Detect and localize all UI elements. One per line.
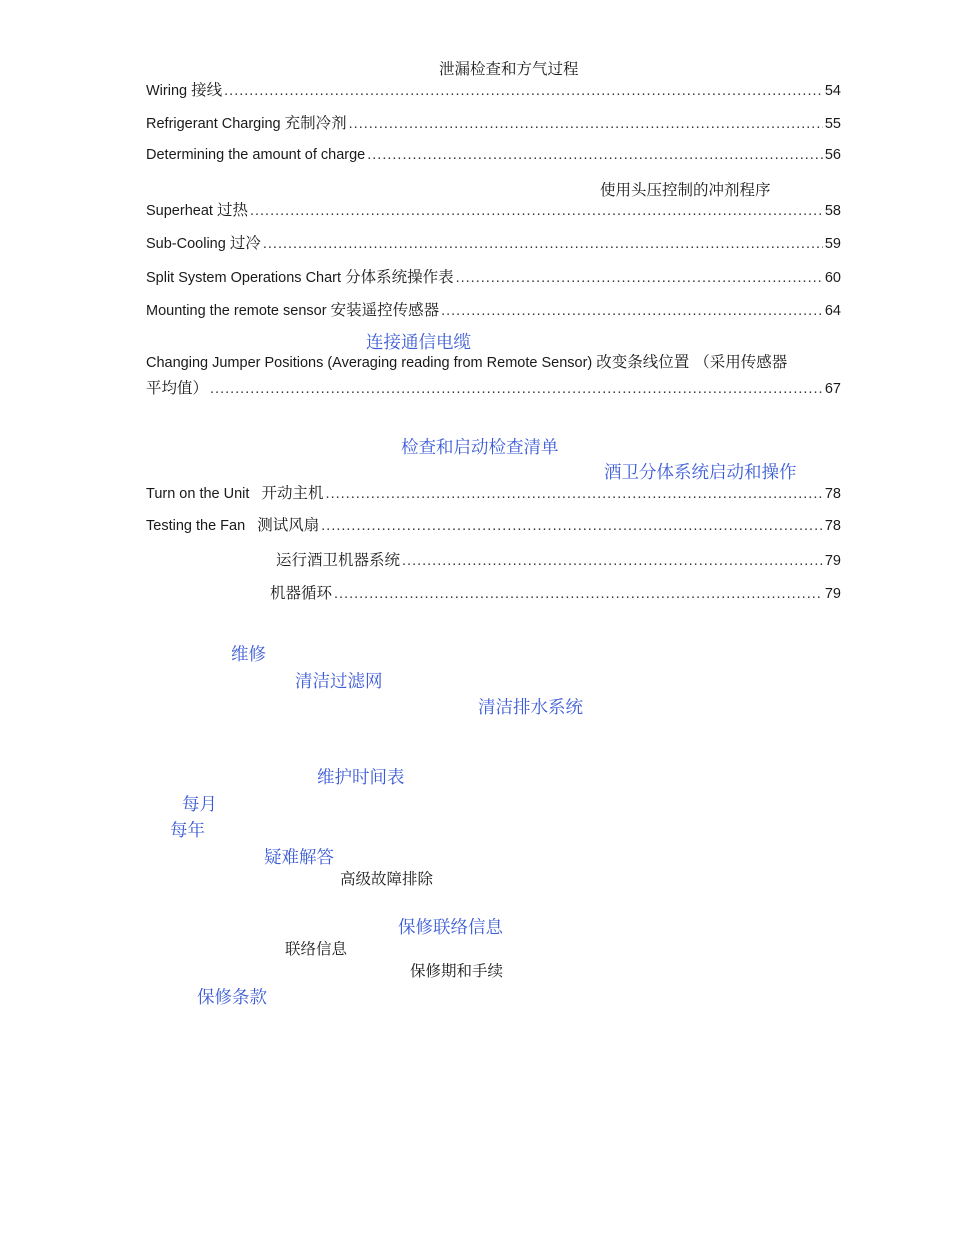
toc-entry-remote-sensor[interactable] [146, 300, 841, 320]
heading-clean-filter[interactable]: 清洁过滤网 [295, 672, 383, 692]
toc-label: Split System Operations Chart 分体系统操作表 [146, 268, 454, 286]
toc-page-number: 78 [824, 518, 841, 534]
toc-page-number: 54 [824, 83, 841, 99]
heading-yearly[interactable]: 每年 [170, 821, 205, 841]
toc-page-number: 59 [824, 236, 841, 252]
toc-entry-sub-cooling[interactable] [146, 233, 841, 253]
toc-label: Wiring 接线 [146, 81, 223, 99]
toc-leader [402, 551, 823, 571]
toc-label: Testing the Fan 测试风扇 [146, 516, 320, 534]
toc-entry-testing-fan[interactable] [146, 515, 841, 535]
toc-entry-refrigerant-charging[interactable] [146, 113, 841, 133]
toc-label: Sub-Cooling 过冷 [146, 234, 261, 252]
toc-leader [210, 379, 823, 399]
toc-leader [326, 484, 823, 504]
heading-startup-ops[interactable]: 酒卫分体系统启动和操作 [604, 463, 797, 483]
heading-maintenance[interactable]: 维修 [231, 645, 266, 665]
toc-leader [250, 201, 823, 221]
heading-troubleshooting[interactable]: 疑难解答 [264, 848, 334, 868]
heading-head-pressure: 使用头压控制的冲剂程序 [600, 181, 771, 199]
toc-page-number: 55 [824, 116, 841, 132]
toc-page-number: 58 [824, 203, 841, 219]
heading-warranty-terms[interactable]: 保修条款 [197, 988, 267, 1008]
heading-contact-info: 联络信息 [285, 940, 348, 958]
toc-label: 运行酒卫机器系统 [276, 551, 401, 569]
toc-page-number: 78 [824, 486, 841, 502]
toc-label: 机器循环 [270, 584, 333, 602]
toc-leader [349, 114, 823, 134]
toc-leader [224, 81, 823, 101]
toc-page-number: 60 [824, 270, 841, 286]
toc-entry-wiring[interactable] [146, 80, 841, 100]
toc-leader [321, 516, 823, 536]
toc-entry-determining-charge[interactable] [146, 145, 841, 165]
heading-comm-cable[interactable]: 连接通信电缆 [366, 333, 471, 353]
toc-leader [441, 301, 823, 321]
toc-label: Refrigerant Charging 充制冷剂 [146, 114, 347, 132]
toc-page-number: 67 [824, 381, 841, 397]
toc-leader [263, 234, 823, 254]
heading-checklist[interactable]: 检查和启动检查清单 [401, 438, 559, 458]
heading-monthly[interactable]: 每月 [182, 795, 217, 815]
toc-label: 平均值） [146, 379, 209, 397]
heading-leak-check: 泄漏检查和方气过程 [439, 60, 579, 78]
toc-label: Turn on the Unit 开动主机 [146, 484, 324, 502]
toc-entry-jumper-line2[interactable] [146, 378, 841, 398]
heading-advanced-troubleshooting: 高级故障排除 [340, 870, 434, 888]
heading-schedule[interactable]: 维护时间表 [317, 768, 405, 788]
toc-entry-superheat[interactable] [146, 200, 841, 220]
heading-warranty-period: 保修期和手续 [410, 962, 504, 980]
heading-warranty-contact[interactable]: 保修联络信息 [398, 918, 503, 938]
toc-label: Superheat 过热 [146, 201, 248, 219]
toc-entry-jumper-line1[interactable] [146, 352, 787, 373]
toc-page-number: 79 [824, 553, 841, 569]
toc-label: Mounting the remote sensor 安装遥控传感器 [146, 301, 440, 319]
toc-label-zh: 改变条线位置 （采用传感器 [596, 353, 788, 371]
toc-leader [367, 145, 823, 165]
toc-entry-turn-on-unit[interactable] [146, 483, 841, 503]
toc-page-number: 64 [824, 303, 841, 319]
toc-entry-operations-chart[interactable] [146, 267, 841, 287]
toc-entry-run-system[interactable] [276, 550, 841, 570]
toc-page-number: 79 [824, 586, 841, 602]
toc-leader [334, 584, 823, 604]
toc-label: Determining the amount of charge [146, 147, 366, 163]
toc-entry-machine-cycle[interactable] [270, 583, 841, 603]
toc-page-number: 56 [824, 147, 841, 163]
toc-label: Changing Jumper Positions (Averaging reading from Remote Sensor) [146, 355, 593, 371]
toc-leader [456, 268, 823, 288]
heading-clean-drain[interactable]: 清洁排水系统 [478, 698, 583, 718]
